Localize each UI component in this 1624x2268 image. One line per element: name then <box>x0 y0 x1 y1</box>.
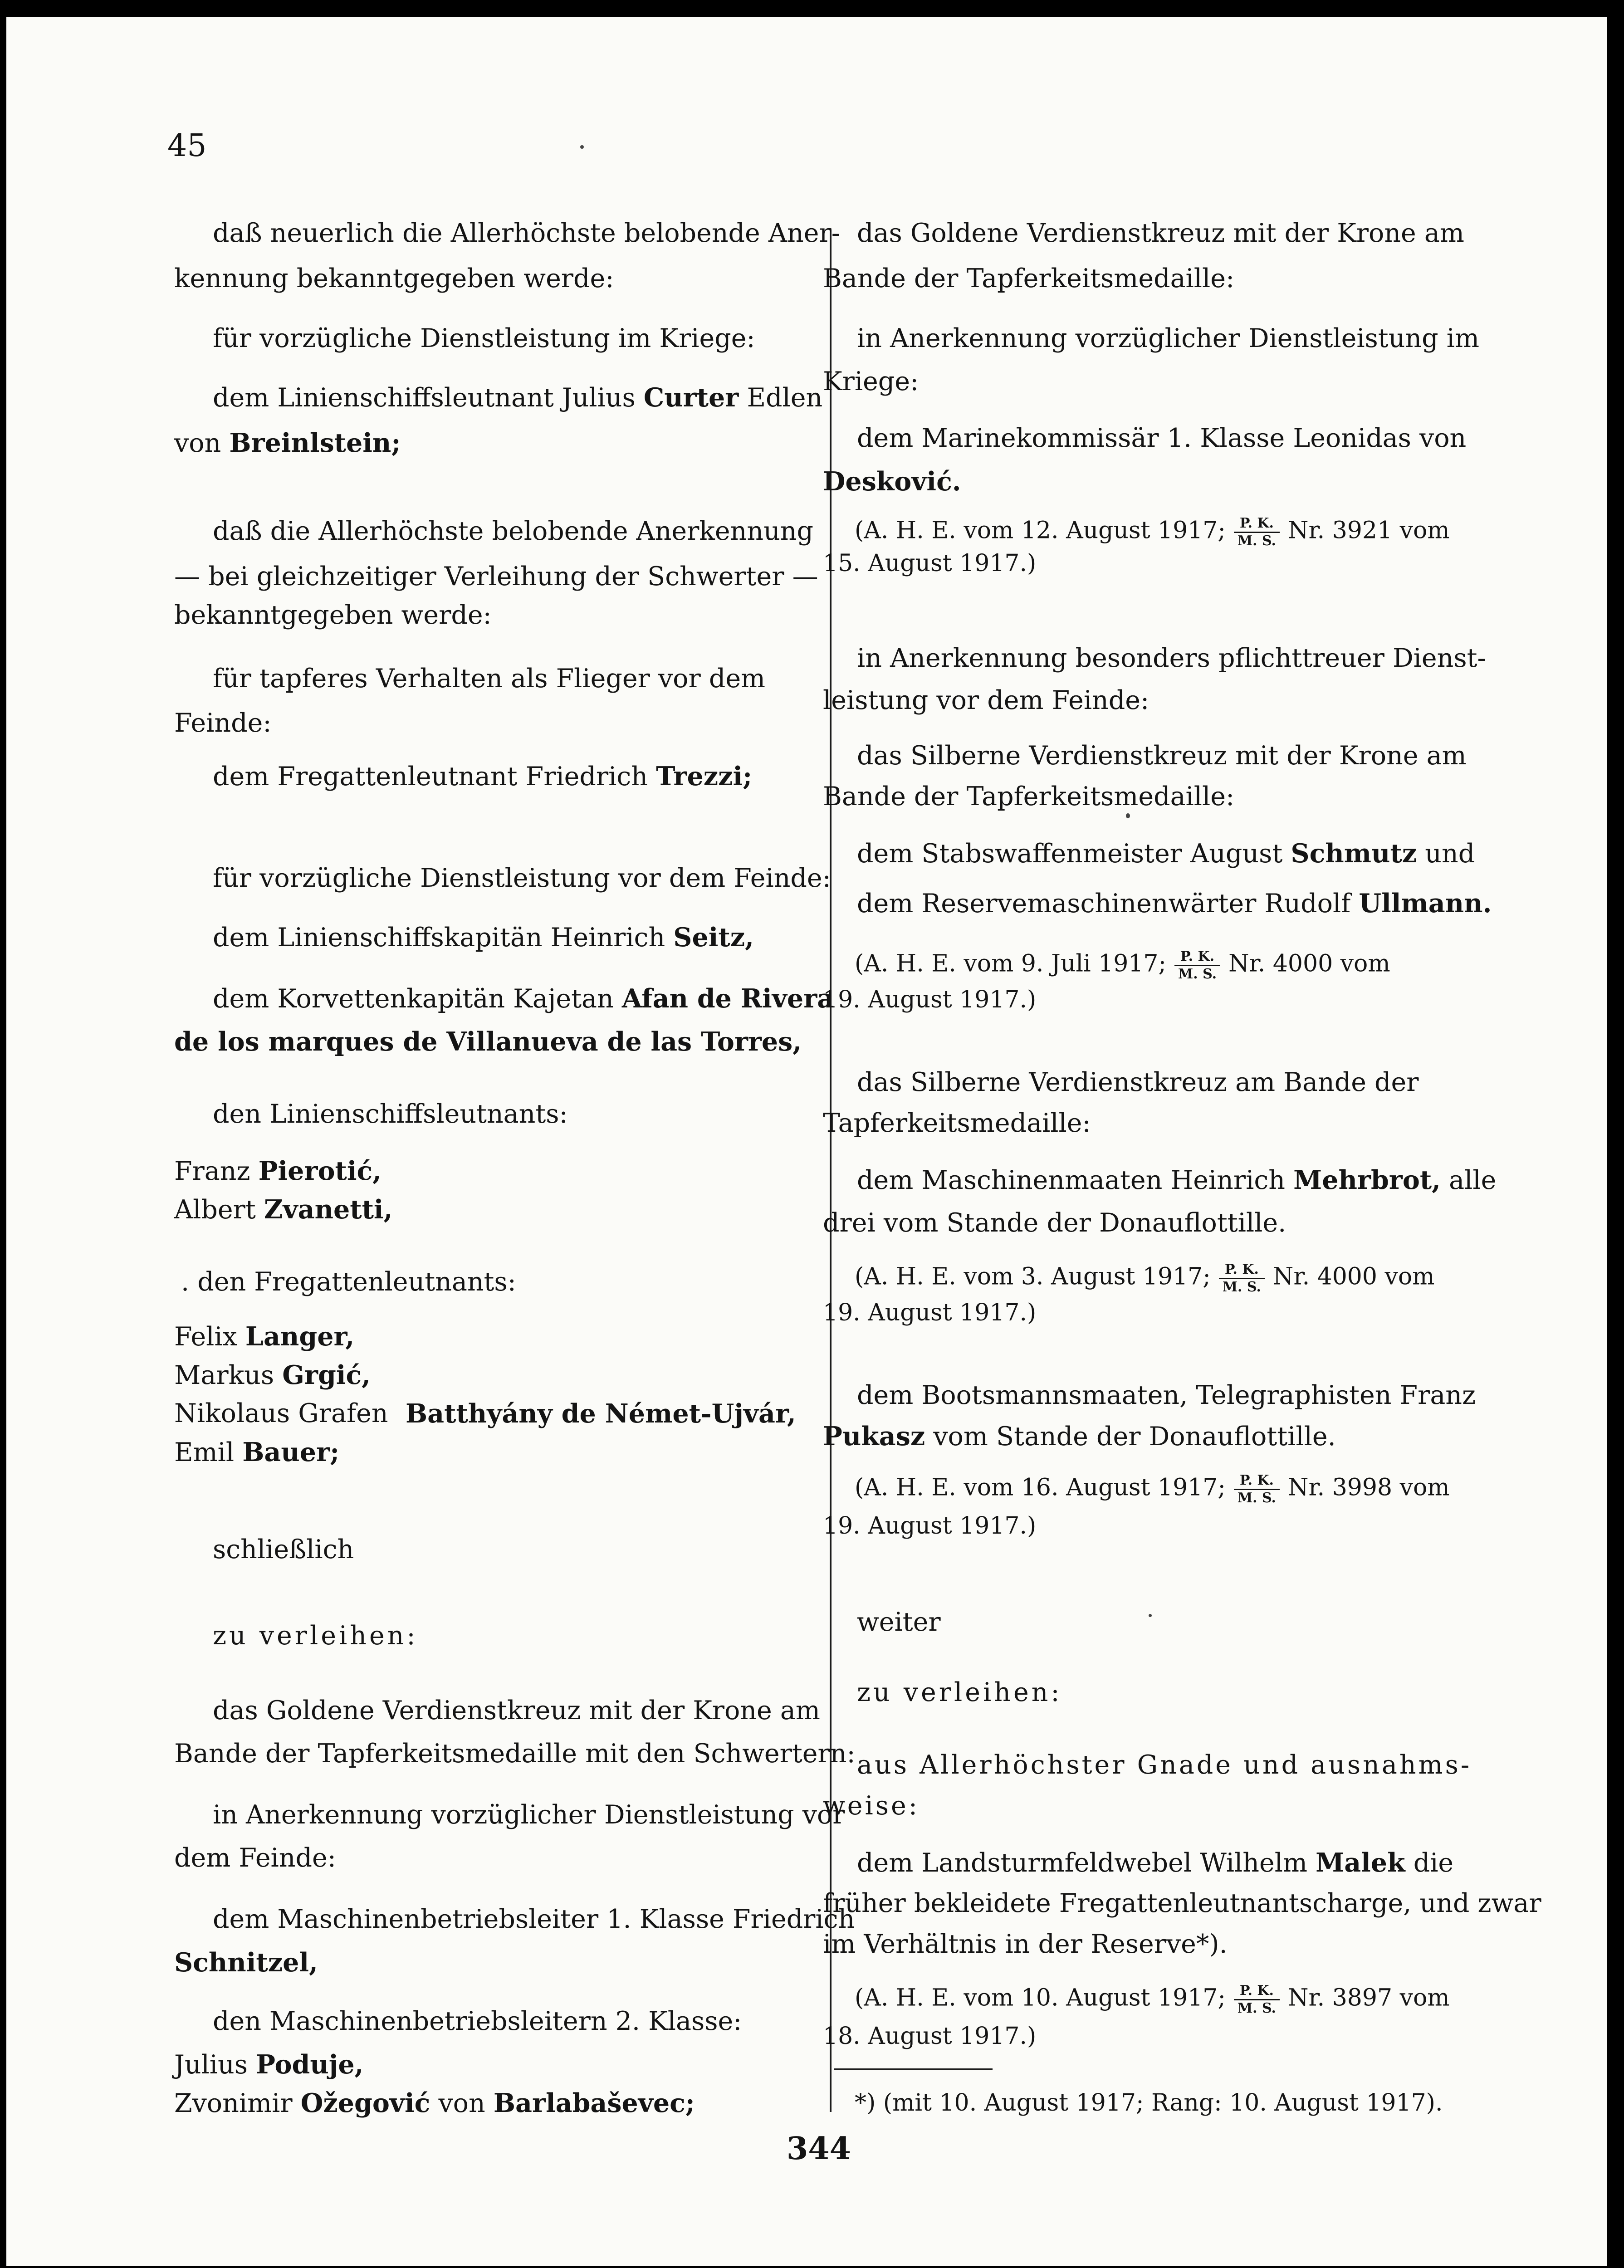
fraction-numerator: P. K. <box>1234 1473 1280 1490</box>
right-paragraph-line: Bande der Tapferkeitsmedaille: <box>823 782 1235 811</box>
left-heading: für tapferes Verhalten als Flieger vor dem <box>213 664 766 694</box>
name-entry <box>174 2049 364 2080</box>
pk-ms-fraction <box>1234 1984 1280 2015</box>
right-award-line: dem Bootsmannsmaaten, Telegraphisten Franz <box>857 1380 1476 1410</box>
right-award-line <box>857 1167 1496 1193</box>
surname: Schnitzel, <box>174 1947 318 1978</box>
citation-text: Nr. 3921 vom <box>1288 517 1450 544</box>
citation-text: Nr. 3998 vom <box>1288 1474 1450 1501</box>
text: dem Linienschiffsleutnant Julius <box>213 383 636 413</box>
surname: Grgić, <box>282 1360 371 1390</box>
pk-ms-fraction <box>1234 1473 1280 1505</box>
left-paragraph-line: kennung bekanntgegeben werde: <box>174 264 614 293</box>
surname: Afan de Rivera <box>621 983 834 1014</box>
left-heading: für vorzügliche Dienstleistung im Kriege: <box>213 323 755 353</box>
surname: Trezzi; <box>656 761 753 792</box>
spaced-heading: zu verleihen: <box>857 1677 1062 1707</box>
fraction-denominator: M. S. <box>1237 2000 1276 2016</box>
citation <box>855 1473 1450 1505</box>
fraction-numerator: P. K. <box>1234 1984 1280 2000</box>
name-entry <box>174 1398 388 1428</box>
left-heading: . den Fregattenleutnants: <box>181 1267 516 1297</box>
left-heading: den Linienschiffsleutnants: <box>213 1099 568 1129</box>
surname: Breinlstein; <box>229 428 401 458</box>
given-name: Nikolaus Grafen <box>174 1398 388 1428</box>
left-heading: für vorzügliche Dienstleistung vor dem Feinde: <box>213 863 831 893</box>
citation-line: 19. August 1917.) <box>823 1512 1037 1540</box>
text: und <box>1425 839 1475 869</box>
left-heading: den Maschinenbetriebsleitern 2. Klasse: <box>213 2006 742 2036</box>
surname: Seitz, <box>673 922 754 953</box>
page-number: 45 <box>167 128 207 164</box>
left-award-line <box>213 763 752 790</box>
text: alle <box>1449 1165 1497 1195</box>
speck <box>580 145 584 149</box>
left-paragraph-line: daß neuerlich die Allerhöchste belobende Aner- <box>213 218 841 248</box>
right-heading: in Anerkennung besonders pflichttreuer Dienst- <box>857 643 1486 673</box>
fraction-numerator: P. K. <box>1234 516 1280 533</box>
paper-sheet <box>6 17 1607 2266</box>
text: vom Stande der Donauflottille. <box>933 1422 1336 1452</box>
surname: Bauer; <box>242 1437 340 1467</box>
surname: Pierotić, <box>258 1156 382 1186</box>
citation-text: Nr. 3897 vom <box>1288 1984 1450 2012</box>
footnote-rule <box>834 2068 993 2070</box>
text: dem Reservemaschinenwärter Rudolf <box>857 889 1351 919</box>
citation-text: (A. H. E. vom 3. August 1917; <box>855 1263 1211 1290</box>
left-paragraph-line: in Anerkennung vorzüglicher Dienstleistung vor <box>213 1800 845 1830</box>
text: die <box>1413 1848 1454 1878</box>
left-paragraph-line: — bei gleichzeitiger Verleihung der Schwerter — <box>174 562 818 591</box>
citation-text: (A. H. E. vom 12. August 1917; <box>855 517 1226 544</box>
right-paragraph-line: das Silberne Verdienstkreuz am Bande der <box>857 1067 1419 1097</box>
text: dem Stabswaffenmeister August <box>857 839 1283 869</box>
right-paragraph-line: das Goldene Verdienstkreuz mit der Krone am <box>857 218 1464 248</box>
citation-text: Nr. 4000 vom <box>1272 1263 1435 1290</box>
citation <box>855 1262 1434 1294</box>
citation-line: 15. August 1917.) <box>823 550 1037 577</box>
citation-text: (A. H. E. vom 16. August 1917; <box>855 1474 1226 1501</box>
spaced-heading: aus Allerhöchster Gnade und ausnahms- <box>857 1750 1472 1780</box>
given-name: Albert <box>174 1195 256 1225</box>
right-heading: in Anerkennung vorzüglicher Dienstleistung im <box>857 323 1480 353</box>
text: dem Maschinenmaaten Heinrich <box>857 1165 1285 1195</box>
left-award-line <box>213 983 834 1014</box>
left-award-line: dem Maschinenbetriebsleiter 1. Klasse Friedrich <box>213 1904 855 1934</box>
surname: Pukasz <box>823 1421 925 1452</box>
footnote: *) (mit 10. August 1917; Rang: 10. August 1917). <box>855 2089 1443 2116</box>
right-paragraph-line: das Silberne Verdienstkreuz mit der Krone am <box>857 741 1467 771</box>
surname: Zvanetti, <box>264 1194 393 1225</box>
given-name: Franz <box>174 1156 250 1186</box>
surname: Barlabaševec; <box>493 2088 695 2118</box>
left-paragraph-line: daß die Allerhöchste belobende Anerkennung <box>213 516 813 546</box>
pk-ms-fraction <box>1234 516 1280 548</box>
left-paragraph-line: bekanntgegeben werde: <box>174 600 492 630</box>
name-entry <box>174 1362 371 1388</box>
text: dem Fregattenleutnant Friedrich <box>213 762 648 792</box>
right-award-line <box>823 1423 1336 1450</box>
surname: Poduje, <box>256 2049 364 2080</box>
spaced-heading: zu verleihen: <box>213 1621 418 1651</box>
name-entry <box>174 1194 393 1225</box>
citation-line: 18. August 1917.) <box>823 2023 1037 2050</box>
surname: Desković. <box>823 466 961 497</box>
surname: Curter <box>643 382 739 413</box>
fraction-denominator: M. S. <box>1222 1279 1261 1295</box>
citation-text: (A. H. E. vom 9. Juli 1917; <box>855 950 1166 978</box>
fraction-numerator: P. K. <box>1219 1262 1265 1279</box>
left-award-line <box>213 382 823 413</box>
fraction-denominator: M. S. <box>1237 1490 1276 1506</box>
citation <box>855 516 1450 548</box>
right-award-line <box>857 1850 1453 1876</box>
speck <box>1149 1614 1152 1617</box>
text: dem Landsturmfeldwebel Wilhelm <box>857 1848 1307 1878</box>
surname: Batthyány de Német-Ujvár, <box>406 1398 796 1429</box>
right-award-line <box>857 838 1475 869</box>
text: Edlen <box>747 383 823 413</box>
text: von <box>438 2088 485 2118</box>
pk-ms-fraction <box>1219 1262 1265 1294</box>
left-award-line <box>174 430 401 456</box>
surname: Ožegović <box>300 2088 430 2118</box>
left-heading: Feinde: <box>174 708 272 738</box>
citation-text: (A. H. E. vom 10. August 1917; <box>855 1984 1226 2012</box>
right-award-line: dem Marinekommissär 1. Klasse Leonidas von <box>857 423 1467 453</box>
citation <box>855 949 1390 981</box>
left-heading: schließlich <box>213 1535 354 1564</box>
fraction-numerator: P. K. <box>1174 949 1220 966</box>
given-name: Emil <box>174 1437 235 1467</box>
right-paragraph-line: im Verhältnis in der Reserve*). <box>823 1929 1228 1959</box>
right-heading: weiter <box>857 1607 941 1637</box>
given-name: Zvonimir <box>174 2088 293 2118</box>
surname: Ullmann. <box>1359 888 1492 919</box>
pk-ms-fraction <box>1174 949 1220 981</box>
surname-continued: de los marques de Villanueva de las Torres, <box>174 1026 802 1057</box>
surname: Langer, <box>245 1321 355 1352</box>
given-name: Felix <box>174 1322 237 1352</box>
speck <box>1126 813 1130 818</box>
right-paragraph-line: Bande der Tapferkeitsmedaille: <box>823 264 1235 293</box>
right-heading: leistung vor dem Feinde: <box>823 685 1150 715</box>
fraction-denominator: M. S. <box>1178 966 1217 982</box>
right-paragraph-line: früher bekleidete Fregattenleutnantscharge, und zwar <box>823 1888 1541 1918</box>
given-name: Markus <box>174 1360 274 1390</box>
citation-line: 19. August 1917.) <box>823 986 1037 1013</box>
text: von <box>174 428 221 458</box>
footer-page-number: 344 <box>787 2131 851 2167</box>
name-entry <box>174 1439 339 1466</box>
text: dem Linienschiffskapitän Heinrich <box>213 923 665 953</box>
fraction-denominator: M. S. <box>1237 533 1276 549</box>
left-paragraph-line: Bande der Tapferkeitsmedaille mit den Schwertern: <box>174 1739 856 1769</box>
right-paragraph-line: Tapferkeitsmedaille: <box>823 1108 1091 1138</box>
citation-text: Nr. 4000 vom <box>1228 950 1390 978</box>
left-paragraph-line: dem Feinde: <box>174 1843 336 1873</box>
right-paragraph-line: drei vom Stande der Donauflottille. <box>823 1208 1286 1238</box>
name-entry <box>174 1321 355 1352</box>
citation <box>855 1984 1450 2015</box>
spaced-heading: weise: <box>823 1791 920 1821</box>
surname: Mehrbrot, <box>1293 1165 1441 1195</box>
left-paragraph-line: das Goldene Verdienstkreuz mit der Krone am <box>213 1696 820 1725</box>
left-award-line <box>213 924 754 951</box>
given-name: Julius <box>174 2050 248 2080</box>
text: dem Korvettenkapitän Kajetan <box>213 984 614 1014</box>
name-entry <box>174 2090 695 2116</box>
surname: Schmutz <box>1291 838 1417 869</box>
citation-line: 19. August 1917.) <box>823 1299 1037 1326</box>
surname: Malek <box>1316 1848 1405 1878</box>
name-entry <box>174 1158 382 1184</box>
right-heading: Kriege: <box>823 367 919 396</box>
right-award-line <box>857 890 1492 917</box>
